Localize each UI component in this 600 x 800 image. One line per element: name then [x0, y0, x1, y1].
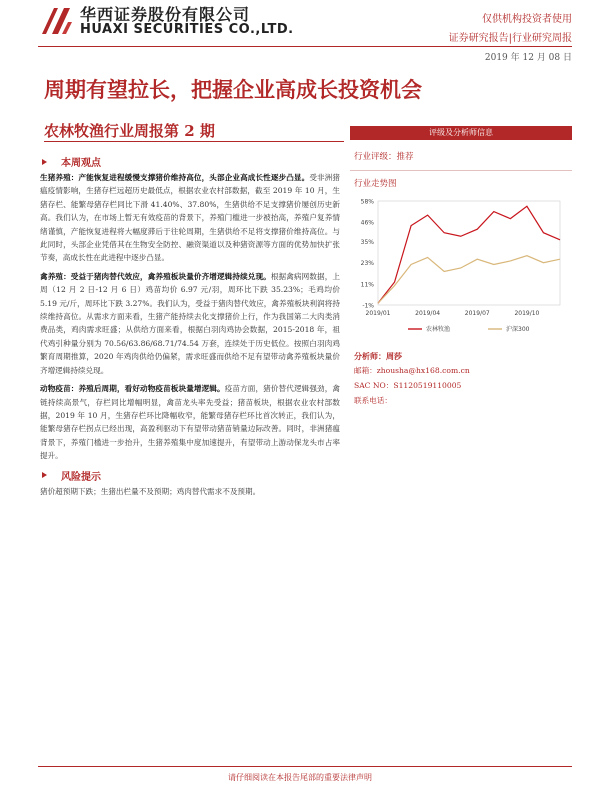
bullet-triangle-icon: [42, 472, 47, 478]
y-tick-label: 23%: [360, 260, 374, 268]
series-line-hs300: [378, 256, 560, 304]
x-tick-label: 2019/10: [514, 310, 540, 317]
analyst-email[interactable]: 邮箱：zhousha@hx168.com.cn: [354, 366, 470, 375]
main-content: [40, 150, 340, 680]
legal-notice: 请仔细阅读在本报告尾部的重要法律声明: [228, 773, 372, 782]
report-title: 周期有望拉长，把握企业高成长投资机会: [44, 77, 422, 102]
report-type: 证券研究报告|行业研究周报: [448, 33, 572, 44]
industry-rating: 行业评级：推荐: [354, 152, 414, 162]
y-tick-label: 35%: [360, 239, 374, 247]
x-tick-label: 2019/01: [365, 310, 391, 317]
subtitle-divider: [44, 141, 344, 142]
header-divider: [38, 46, 572, 47]
y-tick-label: -1%: [362, 302, 374, 310]
analyst-sac: SAC NO：S1120519110005: [354, 381, 462, 390]
footer-divider: [38, 766, 572, 767]
sidebar: [350, 126, 572, 726]
trend-chart-svg: [350, 193, 572, 343]
paragraph-risk: 猪价超预期下跌；生猪出栏量不及预期；鸡肉替代需求不及预期。: [40, 486, 261, 496]
huaxi-logo-icon: [38, 4, 74, 38]
analyst-phone: 联系电话：: [354, 396, 392, 405]
x-tick-label: 2019/07: [464, 310, 490, 317]
paragraph-poultry: 禽养殖：受益于猪肉替代效应，禽养殖板块量价齐增逻辑持续兑现。根据禽病网数据，上周（12 月 2 日-12 月 6 日）鸡苗均价 6.97 元/羽，周环比下跌 35.23%；毛鸡均价 5.19 元/斤，周环比下跌 3.27%。我们认为，受益于猪肉替代效应，禽养殖板块利润将持续维持高位。从需求方面来看，生猪产能持续去化支撑猪价上行，作为我国第二大肉类消费品类，鸡肉需求旺盛；从供给方面来看，根据白羽肉鸡协会数据，2015-2018 年，祖代鸡引种量分别为 70.56/63.86/68.71/74.54 万套，连续处于历史低位。按照白羽肉鸡繁育周期推算，2020 年鸡肉供给仍偏紧，需求旺盛而供给不足有望带动禽养殖板块量价齐增逻辑持续兑现。: [40, 271, 340, 375]
x-tick-label: 2019/04: [415, 310, 441, 317]
legend-label: 沪深300: [506, 326, 530, 333]
report-subtitle: 农林牧渔行业周报第 2 期: [44, 122, 215, 140]
audience-note: 仅供机构投资者使用: [482, 14, 572, 25]
y-tick-label: 58%: [360, 198, 374, 206]
sidebar-box-title: 评级及分析师信息: [350, 126, 572, 140]
company-name-cn: 华西证券股份有限公司: [80, 5, 251, 24]
legend-label: 农林牧渔: [426, 326, 451, 333]
paragraph-pig-farming: 生猪养殖：产能恢复进程缓慢支撑猪价维持高位，头部企业高成长性逐步凸显。受非洲猪瘟疫情影响，生猪存栏远超历史最低点，根据农业农村部数据，截至 2019 年 10 月，生猪存栏、能繁母猪存栏同比下滑 41.40%、37.80%，生猪供给不足支撑猪价屡创历史新高。我们认为，在市场上暂无有效疫苗的背景下，养殖门槛进一步被抬高，养殖户复养情绪谨慎，产能恢复进程将大幅度滞后于往轮周期，生猪供给不足将支撑猪价维持高位。与此同时，头部企业凭借其在生物安全防控、融资渠道以及种猪资源等方面的优势加快扩张节奏，高成长性在此进程中逐步凸显。: [40, 173, 341, 263]
bullet-triangle-icon: [42, 159, 47, 165]
chart-title: 行业走势图: [354, 179, 397, 189]
y-tick-label: 11%: [360, 281, 374, 289]
paragraph-vaccine: 动物疫苗：养殖后周期，看好动物疫苗板块量增逻辑。疫苗方面，猪价替代逻辑强劲，禽链持续高景气，存栏同比增幅明显，禽苗龙头率先受益；猪苗板块，根据农业农村部数据，2019 年 10 月，生猪存栏环比降幅收窄，能繁母猪存栏环比首次转正，我们认为，能繁母猪存栏拐点已经出现，高盈利驱动下有望带动猪苗销量边际改善。同时，非洲猪瘟背景下，养殖门槛进一步抬升，生猪养殖集中度加速提升，有望带动上游动保龙头市占率提升。: [40, 384, 341, 461]
series-line-agri: [378, 206, 560, 303]
company-name-en: HUAXI SECURITIES CO.,LTD.: [80, 22, 294, 37]
y-tick-label: 46%: [360, 219, 374, 227]
analyst-name: 分析师：周莎: [354, 351, 402, 361]
section-heading-risk: 风险提示: [40, 468, 340, 483]
report-date: 2019 年 12 月 08 日: [484, 53, 572, 63]
trend-chart: [350, 193, 572, 343]
section-heading-views: 本周观点: [40, 154, 340, 169]
report-header: [0, 0, 600, 63]
sidebar-divider: [350, 170, 572, 171]
